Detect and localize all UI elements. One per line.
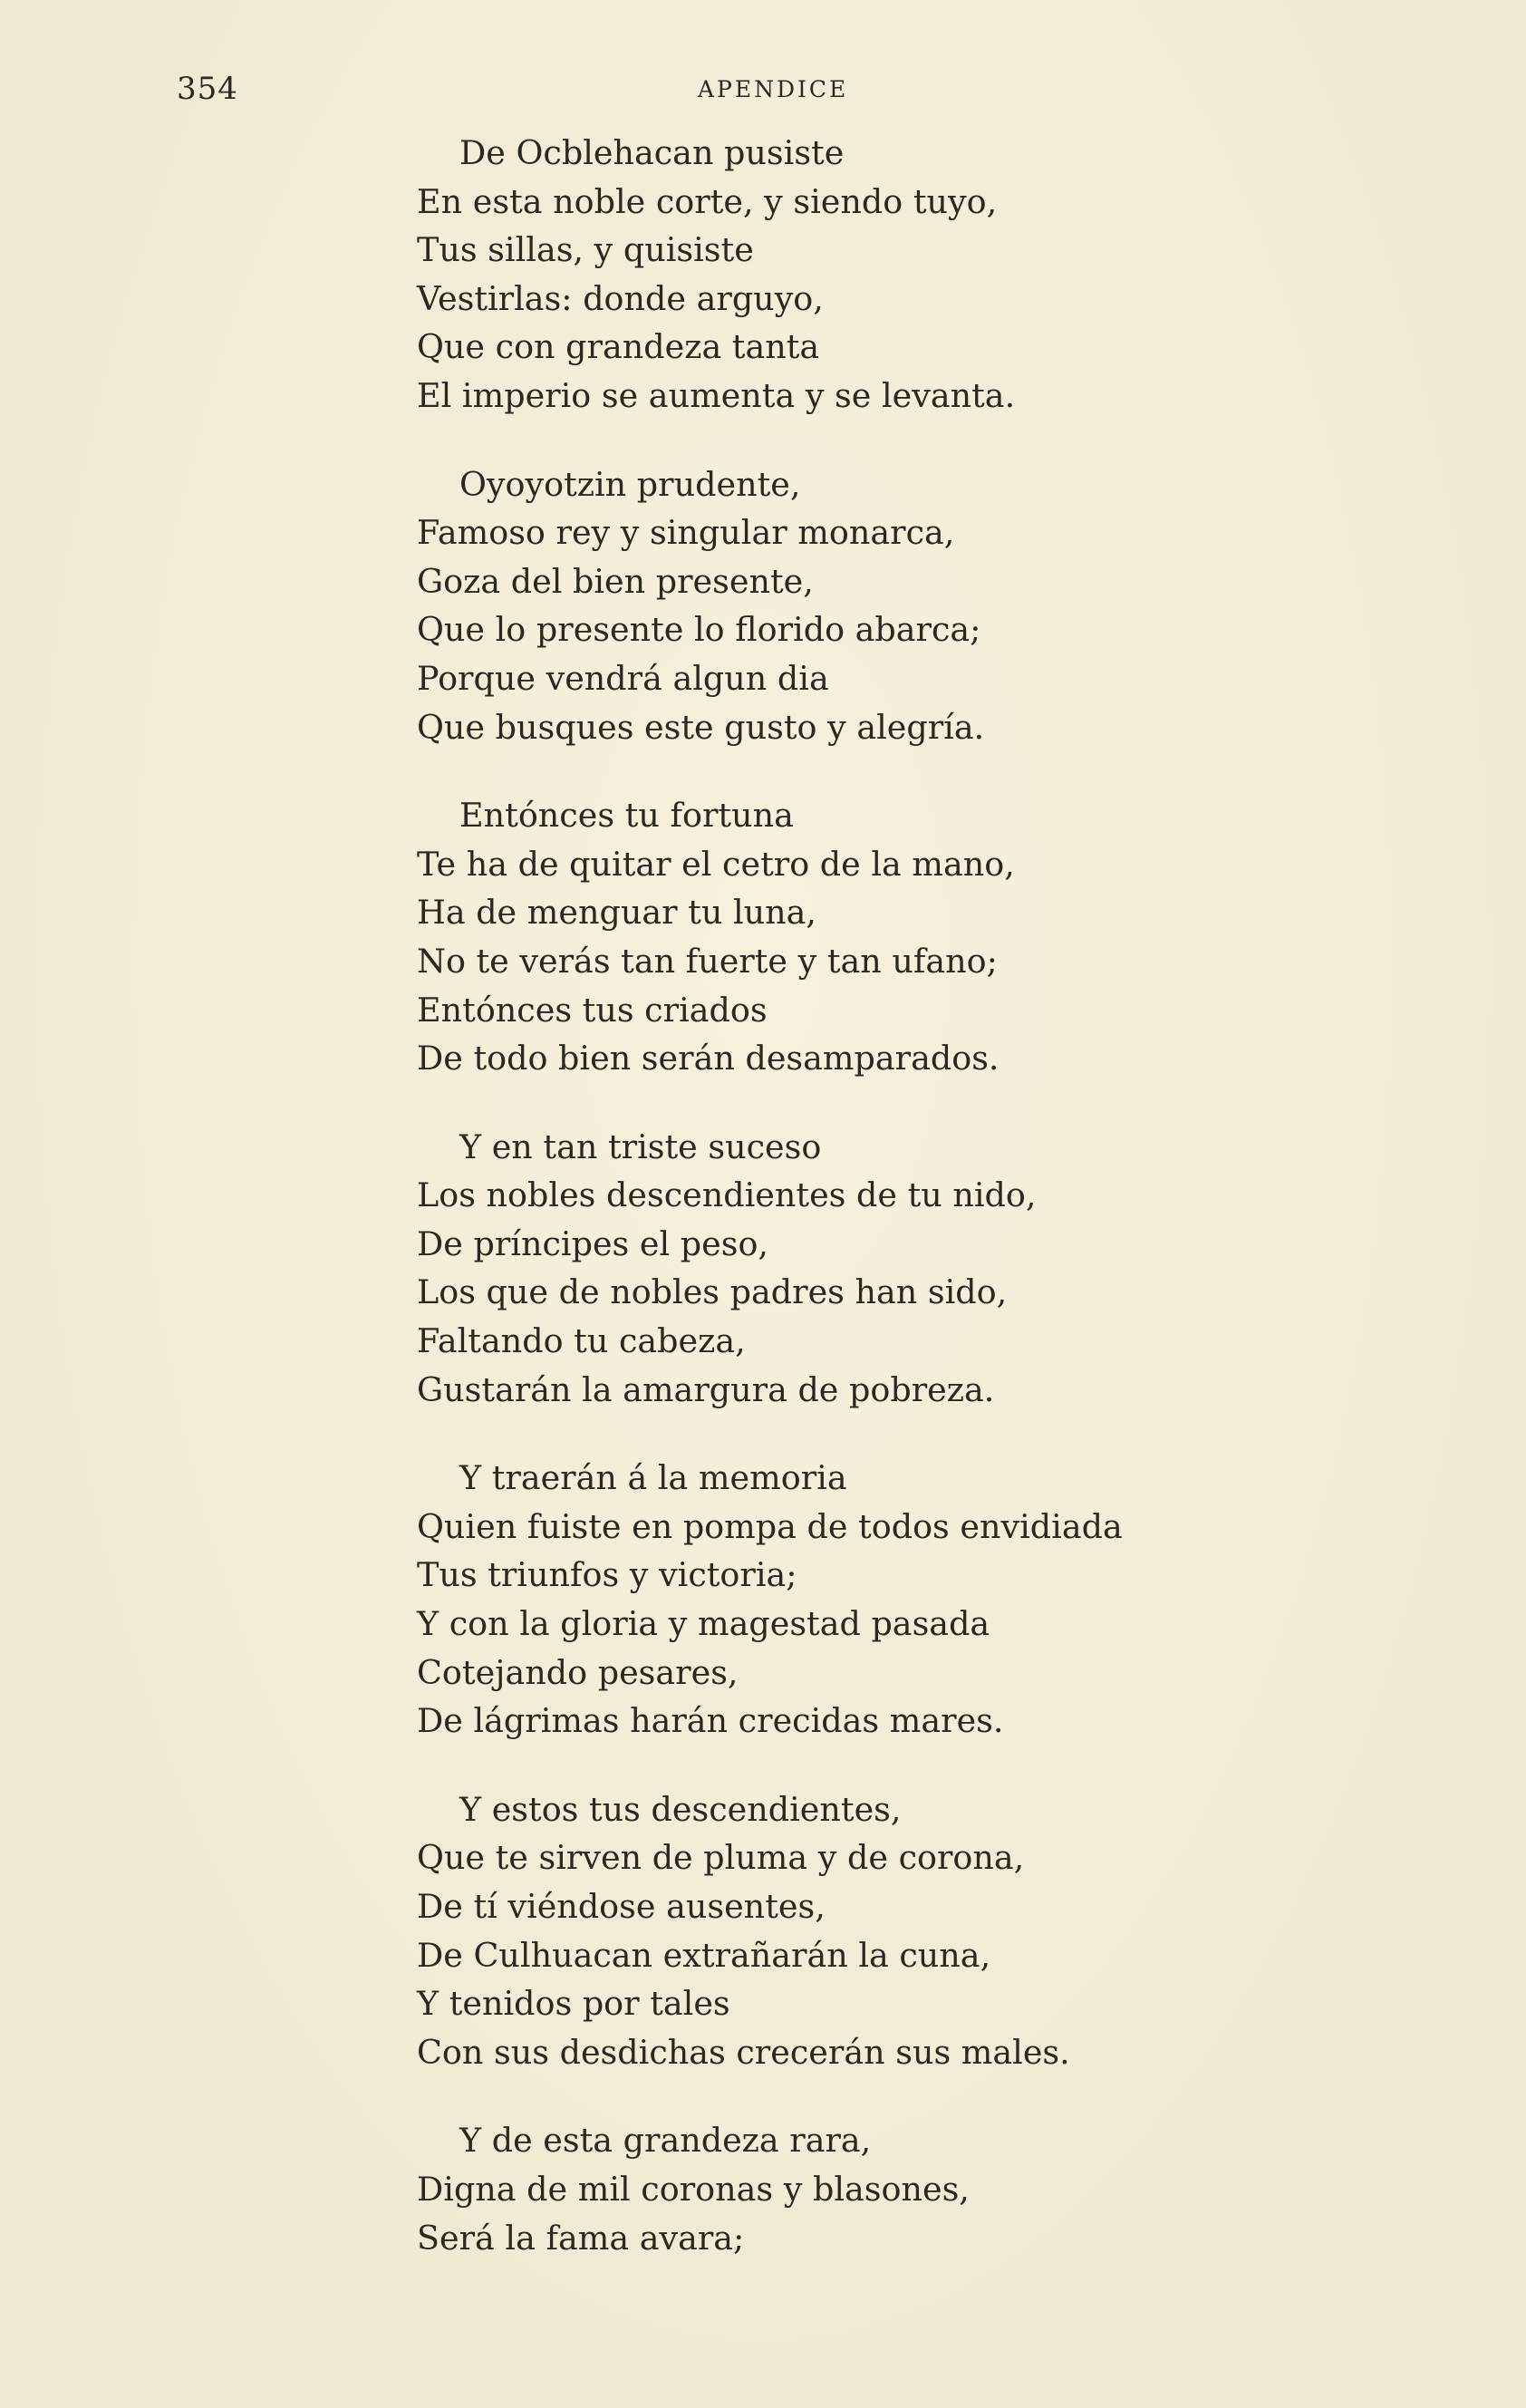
verse-line: Que lo presente lo florido abarca;	[417, 610, 981, 650]
stanza	[417, 791, 1414, 1083]
stanza	[417, 1454, 1414, 1746]
verse-line: Goza del bien presente,	[417, 561, 814, 601]
verse-line: Entónces tu fortuna	[459, 796, 794, 836]
verse-line: No te verás tan fuerte y tan ufano;	[417, 941, 998, 981]
verse-line: De todo bien serán desamparados.	[417, 1039, 1000, 1078]
stanza	[417, 1123, 1414, 1415]
verse-line: Tus triunfos y victoria;	[417, 1555, 797, 1595]
verse-line: Y en tan triste suceso	[459, 1127, 822, 1166]
verse-line: Famoso rey y singular monarca,	[417, 513, 955, 553]
stanza	[417, 1785, 1414, 2077]
verse-line: Te ha de quitar el cetro de la mano,	[417, 844, 1015, 884]
verse-line: El imperio se aumenta y se levanta.	[417, 375, 1016, 415]
verse-line: Que te sirven de pluma y de corona,	[417, 1838, 1025, 1878]
verse-line: Vestirlas: donde arguyo,	[417, 278, 824, 318]
page-number: 354	[177, 71, 238, 107]
verse-line: Gustarán la amargura de pobreza.	[417, 1369, 995, 1409]
verse-line: En esta noble corte, y siendo tuyo,	[417, 181, 998, 221]
verse-line: De lágrimas harán crecidas mares.	[417, 1701, 1004, 1741]
stanza	[417, 129, 1414, 421]
verse-line: Y traerán á la memoria	[459, 1458, 847, 1498]
verse-line: De Culhuacan extrañarán la cuna,	[417, 1935, 991, 1975]
verse-line: De tí viéndose ausentes,	[417, 1887, 826, 1926]
verse-line: Porque vendrá algun dia	[417, 658, 829, 698]
verse-line: Será la fama avara;	[417, 2218, 745, 2258]
verse-line: Tus sillas, y quisiste	[417, 230, 754, 270]
verse-line: Y tenidos por tales	[417, 1984, 730, 2024]
running-title: APENDICE	[698, 76, 849, 102]
verse-line: Cotejando pesares,	[417, 1652, 739, 1692]
stanza	[417, 2116, 1414, 2262]
verse-line: Y de esta grandeza rara,	[459, 2121, 872, 2161]
verse-line: Con sus desdichas crecerán sus males.	[417, 2032, 1070, 2072]
verse-line: Y con la gloria y magestad pasada	[417, 1604, 990, 1644]
verse-line: Que con grandeza tanta	[417, 327, 820, 367]
verse-line: Los nobles descendientes de tu nido,	[417, 1175, 1037, 1215]
verse-line: Quien fuiste en pompa de todos envidiada	[417, 1506, 1123, 1546]
poem-body	[417, 129, 1414, 2302]
verse-line: Ha de menguar tu luna,	[417, 893, 816, 933]
stanza	[417, 460, 1414, 752]
verse-line: Que busques este gusto y alegría.	[417, 707, 985, 747]
verse-line: Los que de nobles padres han sido,	[417, 1272, 1008, 1312]
verse-line: Y estos tus descendientes,	[459, 1789, 902, 1829]
verse-line: Oyoyotzin prudente,	[459, 464, 801, 504]
verse-line: De Ocblehacan pusiste	[459, 133, 845, 172]
verse-line: De príncipes el peso,	[417, 1223, 769, 1263]
verse-line: Digna de mil coronas y blasones,	[417, 2169, 970, 2209]
verse-line: Entónces tus criados	[417, 990, 768, 1030]
verse-line: Faltando tu cabeza,	[417, 1321, 746, 1361]
